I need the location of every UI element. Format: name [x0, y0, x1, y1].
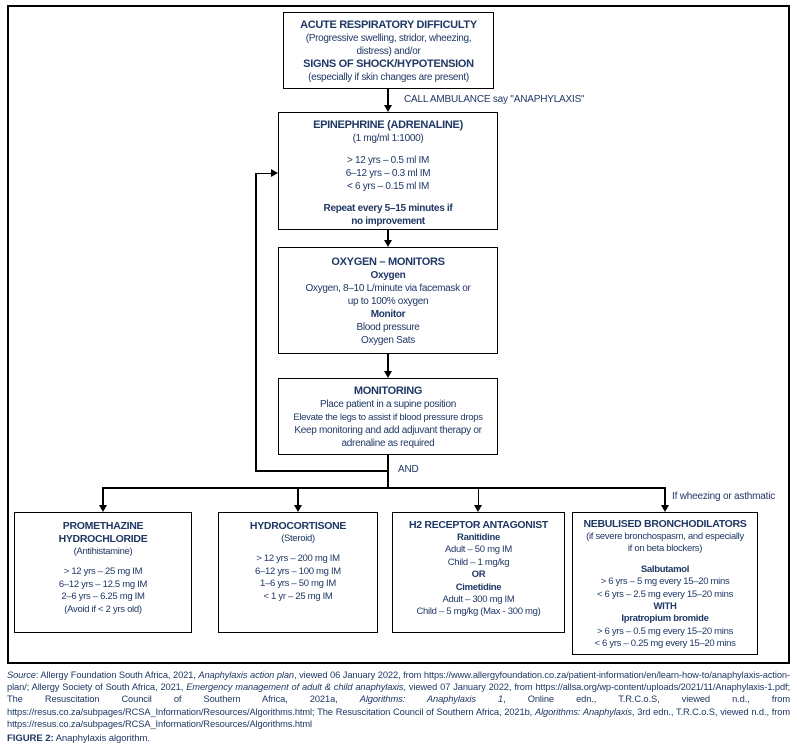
source-segment: , viewed 06 January 2022, from https://www.allergyfoundation.co.za/patient-information/en/learn-how-to/anaphylaxis-action-plan/; Allergy Society of South Africa, 2021,: [7, 670, 790, 693]
box-line: Child – 1 mg/kg: [447, 556, 510, 568]
box-line: > 6 yrs – 5 mg every 15–20 mins: [600, 576, 730, 588]
box-line: Oxygen Sats: [361, 335, 415, 346]
box-line: (Avoid if < 2 yrs old): [64, 603, 142, 615]
box-line: > 12 yrs – 0.5 ml IM: [346, 155, 430, 166]
box-line: < 6 yrs – 2.5 mg every 15–20 mins: [596, 588, 734, 600]
box-line: Blood pressure: [356, 322, 420, 333]
box-line: 6–12 yrs – 12.5 mg IM: [58, 578, 148, 590]
box-line: (Steroid): [281, 533, 315, 544]
figure-caption-label: FIGURE 2:: [7, 733, 54, 744]
box-epinephrine: [278, 112, 498, 230]
box-nebulised-bronchodilators: [572, 512, 758, 655]
box-line: > 12 yrs – 25 mg IM: [63, 566, 143, 578]
source-segment: : Allergy Foundation South Africa, 2021,: [35, 670, 199, 680]
box-title: ACUTE RESPIRATORY DIFFICULTY: [300, 19, 477, 31]
box-line: if on beta blockers): [627, 543, 703, 555]
arrowhead-down-icon: [661, 505, 669, 512]
branch-line: [103, 487, 665, 489]
box-line: distress) and/or: [356, 46, 421, 57]
box-line: no improvement: [351, 216, 425, 227]
box-line: Adult – 50 mg IM: [444, 544, 512, 556]
branch-stub-h2: [478, 487, 480, 505]
figure-caption: [7, 733, 150, 744]
arrowhead-down-icon: [384, 371, 392, 378]
source-segment: Algorithms: Anaphylaxis 1: [359, 694, 504, 705]
box-line: 6–12 yrs – 0.3 ml IM: [345, 168, 431, 179]
connector-monitoring-branch: [387, 455, 389, 488]
box-subtitle: OR: [471, 569, 486, 581]
box-title: PROMETHAZINE: [62, 520, 144, 532]
box-title: EPINEPHRINE (ADRENALINE): [313, 119, 463, 131]
box-title: OXYGEN – MONITORS: [331, 256, 445, 268]
source-segment: , Online edn., T.R.C.o.S, viewed n.d., from https://resus.co.za/subpages/RCSA_Information/Resources/Algorithms.html; The Resuscitation Council of Southern Africa, 2021b,: [7, 694, 790, 717]
box-line: Oxygen, 8–10 L/minute via facemask or: [305, 283, 471, 294]
box-title: NEBULISED BRONCHODILATORS: [583, 518, 747, 530]
box-subtitle: Monitor: [370, 309, 406, 320]
box-h2-receptor-antagonist: [392, 512, 565, 633]
branch-stub-hydrocortisone: [297, 487, 299, 505]
source-segment: Algorithms: Anaphylaxis: [534, 706, 632, 717]
arrowhead-right-icon: [271, 169, 278, 177]
box-line: Elevate the legs to assist if blood pressure drops: [293, 412, 483, 423]
box-monitoring: [278, 378, 498, 455]
call-ambulance-label: CALL AMBULANCE say "ANAPHYLAXIS": [404, 94, 585, 105]
box-line: adrenaline as required: [341, 438, 435, 449]
arrowhead-down-icon: [384, 240, 392, 247]
box-line: up to 100% oxygen: [347, 296, 429, 307]
box-title: HYDROCORTISONE: [249, 520, 347, 532]
connector-acute-epinephrine: [387, 89, 389, 105]
arrowhead-down-icon: [384, 105, 392, 112]
box-line: < 6 yrs – 0.15 ml IM: [346, 181, 430, 192]
box-line: Keep monitoring and add adjuvant therapy or: [294, 425, 482, 436]
branch-stub-nebulised: [664, 487, 666, 505]
box-subtitle: Oxygen: [370, 270, 406, 281]
box-promethazine: [14, 512, 192, 633]
box-line: Adult – 300 mg IM: [442, 594, 515, 606]
box-oxygen-monitors: [278, 247, 498, 354]
box-title: MONITORING: [353, 385, 423, 397]
arrowhead-down-icon: [474, 505, 482, 512]
box-line: Place patient in a supine position: [319, 399, 456, 410]
feedback-line-top: [255, 173, 271, 175]
connector-epinephrine-oxygen: [387, 230, 389, 240]
and-label: AND: [398, 464, 419, 475]
box-line: < 1 yr – 25 mg IM: [263, 590, 333, 602]
feedback-line-left: [255, 173, 257, 472]
box-line: 1–6 yrs – 50 mg IM: [260, 578, 336, 590]
source-segment: Anaphylaxis action plan: [198, 670, 294, 680]
box-line: 2–6 yrs – 6.25 mg IM: [61, 591, 145, 603]
box-line: > 12 yrs – 200 mg IM: [256, 553, 340, 565]
source-segment: , 3rd edn., T.R.C.o.S, viewed n.d., from https://resus.co.za/subpages/RCSA_Information/Resources/Algorithms.html: [7, 706, 790, 729]
box-acute-respiratory-difficulty: [283, 12, 494, 89]
wheezing-label: If wheezing or asthmatic: [672, 491, 776, 502]
box-line: (1 mg/ml 1:1000): [352, 133, 424, 144]
box-line: (especially if skin changes are present): [308, 72, 469, 83]
box-subtitle: Salbutamol: [640, 563, 690, 575]
box-line: Repeat every 5–15 minutes if: [323, 203, 453, 214]
box-line: (Progressive swelling, stridor, wheezing,: [305, 33, 472, 44]
source-segment: Emergency management of adult & child anaphylaxis: [186, 682, 404, 693]
figure-caption-text: Anaphylaxis algorithm.: [55, 733, 150, 744]
feedback-line-bottom: [255, 470, 387, 472]
box-line: > 6 yrs – 0.5 mg every 15–20 mins: [596, 625, 734, 637]
box-subtitle: Ipratropium bromide: [621, 613, 709, 625]
source-note: [7, 669, 790, 730]
box-line: (Antihistamine): [73, 546, 133, 557]
box-line: Child – 5 mg/kg (Max - 300 mg): [416, 606, 541, 618]
box-subtitle: Ranitidine: [457, 532, 500, 543]
source-segment: Source: [7, 670, 36, 680]
box-title: HYDROCHLORIDE: [58, 533, 148, 545]
box-line: 6–12 yrs – 100 mg IM: [255, 565, 341, 577]
arrowhead-down-icon: [99, 505, 107, 512]
arrowhead-down-icon: [294, 505, 302, 512]
source-segment: , viewed 07 January 2022, from https://allsa.org/wp-content/uploads/2021/11/Anaphylaxis-1.pdf; The Resuscitation Council of Southern Africa, 2021a,: [7, 682, 791, 705]
connector-oxygen-monitoring: [387, 354, 389, 371]
box-hydrocortisone: [218, 512, 378, 633]
box-subtitle: Cimetidine: [455, 581, 502, 593]
box-subtitle: WITH: [653, 601, 677, 613]
box-line: < 6 yrs – 0.25 mg every 15–20 mins: [594, 638, 736, 650]
box-line: (if severe bronchospasm, and especially: [586, 531, 744, 542]
branch-stub-promethazine: [102, 487, 104, 505]
box-title: SIGNS OF SHOCK/HYPOTENSION: [303, 58, 474, 70]
box-title: H2 RECEPTOR ANTAGONIST: [408, 519, 549, 531]
